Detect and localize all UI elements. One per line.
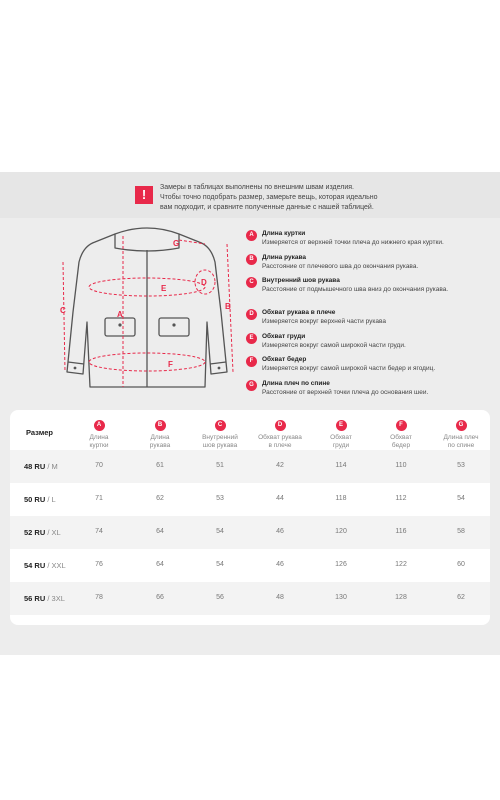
column-header-d	[250, 420, 310, 450]
column-label: Обхват	[330, 434, 352, 441]
size-ru: 56 RU	[24, 594, 46, 603]
legend-item	[246, 276, 496, 308]
column-label: шов рукава	[202, 442, 238, 449]
badge-b: B	[246, 254, 257, 265]
column-header-f	[371, 420, 431, 450]
size-cell	[24, 528, 61, 537]
measurement-notice	[0, 172, 500, 218]
value-cell: 53	[457, 462, 465, 469]
label-f: F	[168, 360, 173, 369]
column-label: Длина плеч	[443, 434, 479, 441]
size-cell	[24, 561, 66, 570]
badge-g: G	[246, 380, 257, 391]
value-cell: 58	[457, 528, 465, 535]
value-cell: 44	[276, 495, 284, 502]
legend-item	[246, 229, 496, 253]
column-label: бедер	[391, 442, 411, 449]
notice-line: Чтобы точно подобрать размер, замерьте вещь, которая идеально	[160, 194, 378, 201]
label-d: D	[201, 278, 207, 287]
legend-desc: Расстояние от плечевого шва до окончания рукава.	[262, 262, 419, 270]
size-table	[10, 410, 490, 625]
size-intl: / XXL	[45, 561, 66, 570]
legend-desc: Измеряется от верхней точки плеча до нижнего края куртки.	[262, 239, 444, 246]
legend-item	[246, 332, 496, 356]
table-row	[10, 483, 490, 516]
size-header: Размер	[26, 428, 54, 437]
legend-desc: Измеряется вокруг самой широкой части груди.	[262, 341, 406, 349]
value-cell: 78	[95, 594, 103, 601]
notice-text	[160, 183, 490, 213]
exclamation-icon: !	[135, 186, 153, 204]
legend-title: Обхват бедер	[262, 356, 307, 363]
value-cell: 70	[95, 462, 103, 469]
badge-d: D	[246, 309, 257, 320]
value-cell: 61	[156, 462, 164, 469]
legend-title: Длина рукава	[262, 253, 306, 261]
value-cell: 42	[276, 462, 284, 469]
column-label: Обхват рукава	[258, 434, 302, 441]
badge-a: A	[246, 230, 257, 241]
size-intl: / 3XL	[45, 594, 65, 603]
value-cell: 130	[335, 594, 347, 601]
size-ru: 52 RU	[24, 528, 46, 537]
value-cell: 126	[335, 561, 347, 568]
column-label: Внутренний	[202, 434, 238, 441]
table-row	[10, 450, 490, 483]
table-row	[10, 516, 490, 549]
size-ru: 54 RU	[24, 561, 46, 570]
value-cell: 62	[457, 594, 465, 601]
jacket-diagram	[55, 222, 240, 404]
column-header-g	[431, 420, 491, 450]
badge-f: F	[396, 420, 407, 431]
badge-c: C	[215, 420, 226, 431]
measurement-legend	[246, 229, 496, 402]
legend-item	[246, 379, 496, 403]
column-label: Длина	[89, 434, 109, 441]
badge-g: G	[456, 420, 467, 431]
column-label: Длина	[150, 434, 170, 441]
size-intl: / L	[45, 495, 56, 504]
column-label: куртки	[89, 442, 109, 449]
value-cell: 114	[335, 462, 347, 469]
value-cell: 53	[216, 495, 224, 502]
legend-desc: Измеряется вокруг самой широкой части бедер и ягодиц.	[262, 365, 436, 372]
notice-line: Замеры в таблицах выполнены по внешним швам изделия.	[160, 184, 354, 191]
legend-title: Длина плеч по спине	[262, 379, 330, 387]
value-cell: 54	[457, 495, 465, 502]
legend-title: Длина куртки	[262, 230, 306, 237]
value-cell: 64	[156, 561, 164, 568]
label-b: B	[225, 302, 231, 311]
value-cell: 76	[95, 561, 103, 568]
column-label: груди	[332, 442, 350, 449]
label-c: C	[60, 306, 66, 315]
value-cell: 60	[457, 561, 465, 568]
legend-desc: Измеряется вокруг верхней части рукава	[262, 318, 386, 325]
value-cell: 74	[95, 528, 103, 535]
table-row	[10, 549, 490, 582]
legend-title: Обхват груди	[262, 332, 306, 340]
badge-a: A	[94, 420, 105, 431]
value-cell: 48	[276, 594, 284, 601]
value-cell: 62	[156, 495, 164, 502]
value-cell: 66	[156, 594, 164, 601]
column-label: Обхват	[390, 434, 412, 441]
badge-f: F	[246, 356, 257, 367]
notice-line: вам подходит, и сравните полученные данные с нашей таблицей.	[160, 204, 374, 211]
size-intl: / XL	[45, 528, 61, 537]
legend-desc: Расстояние от верхней точки плеча до основания шеи.	[262, 388, 429, 396]
legend-item	[246, 253, 496, 277]
badge-b: B	[155, 420, 166, 431]
column-header-b	[130, 420, 190, 450]
table-row	[10, 582, 490, 615]
legend-desc: Расстояние от подмышечного шва вниз до окончания рукава.	[262, 286, 449, 293]
legend-item	[246, 355, 496, 379]
size-ru: 48 RU	[24, 462, 46, 471]
column-label: по спине	[447, 442, 475, 449]
column-header-c	[190, 420, 250, 450]
size-cell	[24, 495, 56, 504]
size-ru: 50 RU	[24, 495, 46, 504]
value-cell: 71	[95, 495, 103, 502]
legend-title: Обхват рукава в плече	[262, 309, 336, 316]
value-cell: 64	[156, 528, 164, 535]
value-cell: 56	[216, 594, 224, 601]
value-cell: 54	[216, 528, 224, 535]
badge-d: D	[275, 420, 286, 431]
label-e: E	[161, 284, 167, 293]
value-cell: 110	[395, 462, 407, 469]
column-label: в плече	[268, 442, 292, 449]
value-cell: 128	[395, 594, 407, 601]
badge-e: E	[336, 420, 347, 431]
label-a: A	[117, 310, 123, 319]
value-cell: 116	[395, 528, 407, 535]
value-cell: 112	[395, 495, 407, 502]
column-header-a	[69, 420, 129, 450]
value-cell: 51	[216, 462, 224, 469]
value-cell: 120	[335, 528, 347, 535]
size-intl: / M	[45, 462, 58, 471]
value-cell: 54	[216, 561, 224, 568]
legend-item	[246, 308, 496, 332]
legend-title: Внутренний шов рукава	[262, 277, 340, 284]
column-label: рукава	[149, 442, 171, 449]
badge-c: C	[246, 277, 257, 288]
column-header-e	[311, 420, 371, 450]
value-cell: 46	[276, 561, 284, 568]
size-cell	[24, 462, 58, 471]
label-g: G	[173, 239, 180, 248]
value-cell: 122	[395, 561, 407, 568]
value-cell: 118	[335, 495, 347, 502]
badge-e: E	[246, 333, 257, 344]
value-cell: 46	[276, 528, 284, 535]
size-cell	[24, 594, 65, 603]
